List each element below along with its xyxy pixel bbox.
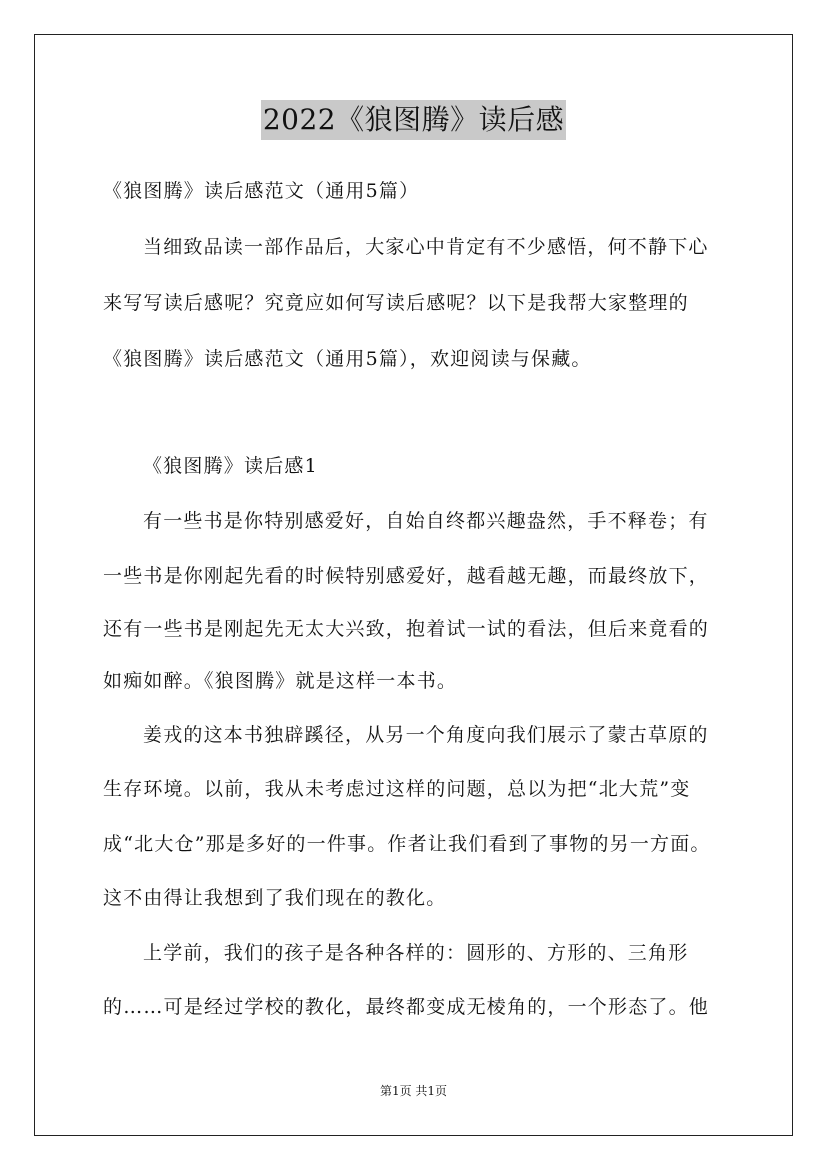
paragraph-line: 一些书是你刚起先看的时候特别感爱好，越看越无趣，而最终放下， [103, 565, 710, 587]
intro-line: 《狼图腾》读后感范文（通用5篇），欢迎阅读与保藏。 [103, 348, 592, 370]
paragraph-line: 生存环境。以前，我从未考虑过这样的问题，总以为把“北大荒”变 [103, 778, 691, 800]
paragraph-line: 姜戎的这本书独辟蹊径，从另一个角度向我们展示了蒙古草原的 [143, 724, 709, 746]
paragraph-line: 这不由得让我想到了我们现在的教化。 [103, 887, 447, 909]
paragraph-line: 上学前，我们的孩子是各种各样的：圆形的、方形的、三角形 [143, 942, 689, 964]
document-title-block [0, 100, 827, 140]
paragraph-line: 如痴如醉。《狼图腾》就是这样一本书。 [103, 670, 458, 692]
intro-line: 来写写读后感呢？究竟应如何写读后感呢？以下是我帮大家整理的 [103, 292, 689, 314]
paragraph-line: 的……可是经过学校的教化，最终都变成无棱角的，一个形态了。他 [103, 996, 710, 1018]
intro-line: 当细致品读一部作品后，大家心中肯定有不少感悟，何不静下心 [143, 236, 709, 258]
section-heading: 《狼图腾》读后感1 [143, 455, 318, 477]
paragraph-line: 还有一些书是刚起先无太大兴致，抱着试一试的看法，但后来竟看的 [103, 618, 710, 640]
paragraph-line: 有一些书是你特别感爱好，自始自终都兴趣盎然，手不释卷；有 [143, 510, 709, 532]
page-footer: 第1页 共1页 [379, 1084, 448, 1098]
paragraph-line: 成“北大仓”那是多好的一件事。作者让我们看到了事物的另一方面。 [103, 833, 711, 855]
document-title: 2022《狼图腾》读后感 [261, 100, 566, 140]
subtitle: 《狼图腾》读后感范文（通用5篇） [103, 180, 420, 202]
